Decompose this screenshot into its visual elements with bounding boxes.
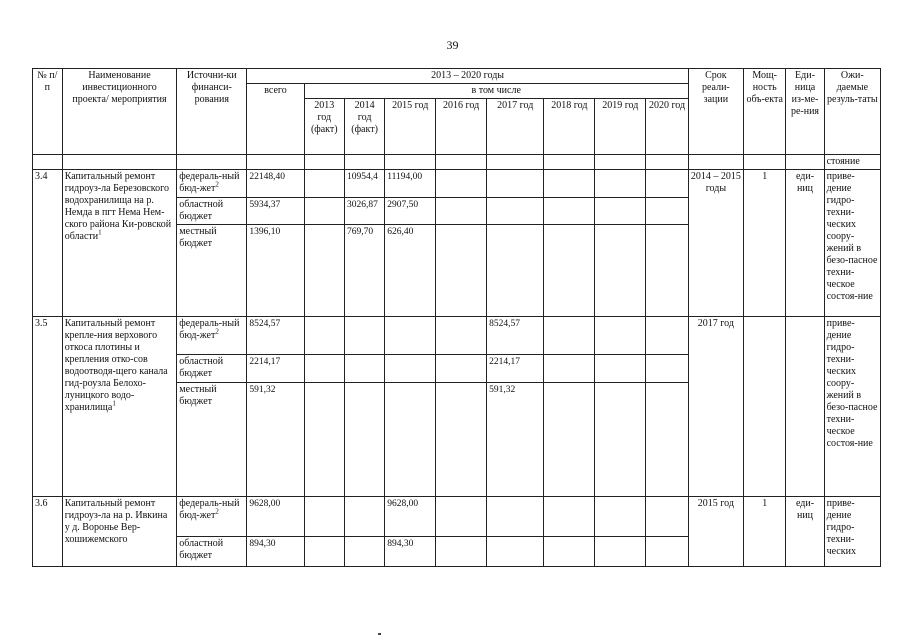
header-source: Источни-ки финанси-рования (177, 69, 247, 155)
header-result: Ожи-даемые резуль-таты (824, 69, 880, 155)
amount-2016 (436, 170, 487, 198)
amount-total: 9628,00 (247, 497, 304, 537)
amount-2019 (595, 198, 646, 225)
expected-result: приве-дение гидро-техни-ческих соору-жений в безо-пасное техни-ческое состоя-ние (824, 170, 880, 317)
header-period: 2013 – 2020 годы (247, 69, 688, 84)
header-year-2013: 2013 год (факт) (304, 99, 344, 155)
header-year-2015: 2015 год (385, 99, 436, 155)
amount-2017: 8524,57 (487, 317, 544, 355)
amount-2017 (487, 198, 544, 225)
amount-2020 (646, 170, 689, 198)
amount-total: 8524,57 (247, 317, 304, 355)
header-including: в том числе (304, 84, 688, 99)
amount-2014 (344, 355, 384, 383)
amount-2017 (487, 497, 544, 537)
scan-mark (378, 633, 381, 635)
header-year-2016: 2016 год (436, 99, 487, 155)
project-name-text: Капитальный ремонт гидроуз-ла Березовского водохранилища на р. Немда в пгт Нема Нем-ского района Ки-ровской области (64, 171, 172, 242)
measurement-unit: еди-ниц (786, 497, 824, 567)
amount-2020 (646, 198, 689, 225)
funding-source-text: областной бюджет (179, 199, 224, 222)
object-capacity: 1 (743, 497, 785, 567)
expected-result: приве-дение гидро-техни-ческих (824, 497, 880, 567)
table-body (33, 155, 881, 567)
amount-2014 (344, 383, 384, 497)
funding-source-text: местный бюджет (179, 384, 217, 407)
funding-source (177, 225, 247, 317)
header-year-2019: 2019 год (595, 99, 646, 155)
object-capacity (743, 317, 785, 497)
project-name (62, 170, 177, 317)
row-number: 3.6 (33, 497, 63, 567)
implementation-term: 2014 – 2015 годы (688, 170, 743, 317)
header-name: Наименование инвестиционного проекта/ мероприятия (62, 69, 177, 155)
expected-result: приве-дение гидро-техни-ческих соору-жений в безо-пасное техни-ческое состоя-ние (824, 317, 880, 497)
project-name (62, 317, 177, 497)
amount-2015: 894,30 (385, 537, 436, 567)
amount-2013 (304, 225, 344, 317)
amount-total: 894,30 (247, 537, 304, 567)
header-term: Срок реали-зации (688, 69, 743, 155)
amount-2017 (487, 170, 544, 198)
amount-2015 (385, 383, 436, 497)
project-name-text: Капитальный ремонт крепле-ния верхового откоса плотины и крепления отко-сов водоотводя-щего канала гид-роузла Белохо-луницкого водо-хранилища (64, 318, 168, 413)
implementation-term: 2017 год (688, 317, 743, 497)
amount-2014: 3026,87 (344, 198, 384, 225)
amount-2013 (304, 383, 344, 497)
amount-2020 (646, 497, 689, 537)
amount-2019 (595, 497, 646, 537)
amount-2016 (436, 355, 487, 383)
table-header (33, 69, 881, 155)
amount-2018 (544, 537, 595, 567)
amount-2020 (646, 383, 689, 497)
amount-2016 (436, 225, 487, 317)
funding-source (177, 355, 247, 383)
table-row (33, 497, 881, 537)
measurement-unit (786, 317, 824, 497)
header-capacity: Мощ-ность объ-екта (743, 69, 785, 155)
footnote-mark: 1 (112, 399, 116, 408)
amount-2018 (544, 170, 595, 198)
header-total: всего (247, 84, 304, 155)
amount-2018 (544, 355, 595, 383)
header-year-2017: 2017 год (487, 99, 544, 155)
amount-2014 (344, 497, 384, 537)
funding-source (177, 170, 247, 198)
header-year-2020: 2020 год (646, 99, 689, 155)
project-name (62, 497, 177, 567)
amount-2016 (436, 317, 487, 355)
amount-2015: 626,40 (385, 225, 436, 317)
page-number: 39 (446, 38, 459, 52)
amount-2017 (487, 225, 544, 317)
amount-2015: 11194,00 (385, 170, 436, 198)
funding-source (177, 317, 247, 355)
amount-2016 (436, 383, 487, 497)
amount-2013 (304, 170, 344, 198)
amount-2019 (595, 170, 646, 198)
funding-source-text: федераль-ный бюд-жет (179, 498, 240, 521)
amount-2019 (595, 537, 646, 567)
funding-source-text: областной бюджет (179, 356, 224, 379)
amount-total: 5934,37 (247, 198, 304, 225)
table-row (33, 317, 881, 355)
amount-2018 (544, 383, 595, 497)
amount-2014 (344, 317, 384, 355)
amount-2015 (385, 355, 436, 383)
amount-2019 (595, 383, 646, 497)
header-unit: Еди-ница из-ме-ре-ния (786, 69, 824, 155)
row-number: 3.5 (33, 317, 63, 497)
amount-total: 1396,10 (247, 225, 304, 317)
amount-total: 22148,40 (247, 170, 304, 198)
amount-2013 (304, 317, 344, 355)
header-year-2018: 2018 год (544, 99, 595, 155)
amount-total: 591,32 (247, 383, 304, 497)
amount-2019 (595, 225, 646, 317)
amount-2018 (544, 317, 595, 355)
footnote-mark: 2 (215, 507, 219, 516)
amount-2020 (646, 537, 689, 567)
object-capacity: 1 (743, 170, 785, 317)
amount-2014 (344, 537, 384, 567)
amount-2016 (436, 537, 487, 567)
footnote-mark: 2 (215, 180, 219, 189)
footnote-mark: 1 (98, 228, 102, 237)
amount-2020 (646, 355, 689, 383)
amount-2018 (544, 497, 595, 537)
table-row (33, 170, 881, 198)
amount-2014: 10954,4 (344, 170, 384, 198)
amount-total: 2214,17 (247, 355, 304, 383)
header-no: № п/п (33, 69, 63, 155)
amount-2013 (304, 198, 344, 225)
amount-2014: 769,70 (344, 225, 384, 317)
implementation-term: 2015 год (688, 497, 743, 567)
amount-2020 (646, 225, 689, 317)
row-number: 3.4 (33, 170, 63, 317)
amount-2013 (304, 497, 344, 537)
amount-2015: 2907,50 (385, 198, 436, 225)
funding-source-text: федераль-ный бюд-жет (179, 171, 240, 194)
amount-2020 (646, 317, 689, 355)
amount-2017: 591,32 (487, 383, 544, 497)
funding-source (177, 198, 247, 225)
funding-source (177, 497, 247, 537)
amount-2013 (304, 355, 344, 383)
amount-2017: 2214,17 (487, 355, 544, 383)
amount-2017 (487, 537, 544, 567)
amount-2015 (385, 317, 436, 355)
funding-source (177, 537, 247, 567)
funding-source-text: федераль-ный бюд-жет (179, 318, 240, 341)
amount-2019 (595, 355, 646, 383)
amount-2016 (436, 497, 487, 537)
carry-over-result: стояние (824, 155, 880, 170)
amount-2019 (595, 317, 646, 355)
project-name-text: Капитальный ремонт гидроуз-ла на р. Ивкина у д. Воронье Вер-хошижемского (64, 498, 168, 545)
amount-2013 (304, 537, 344, 567)
funding-source (177, 383, 247, 497)
measurement-unit: еди-ниц (786, 170, 824, 317)
investment-table (32, 68, 881, 567)
amount-2016 (436, 198, 487, 225)
funding-source-text: местный бюджет (179, 226, 217, 249)
carry-over-row (33, 155, 881, 170)
amount-2018 (544, 198, 595, 225)
funding-source-text: областной бюджет (179, 538, 224, 561)
footnote-mark: 2 (215, 327, 219, 336)
amount-2015: 9628,00 (385, 497, 436, 537)
amount-2018 (544, 225, 595, 317)
header-year-2014: 2014 год (факт) (344, 99, 384, 155)
